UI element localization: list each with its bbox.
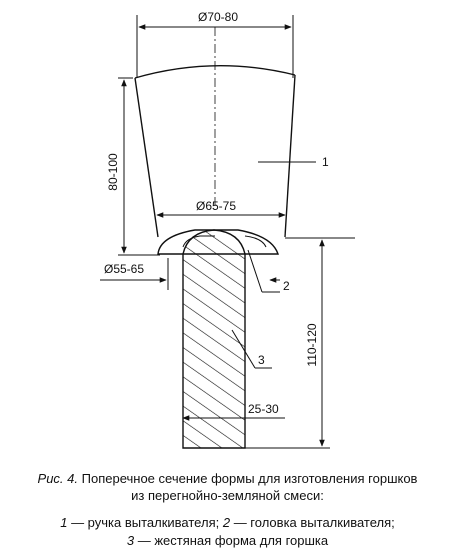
figure-legend — [0, 514, 455, 550]
figure-caption — [0, 470, 455, 504]
form-height-label: 80-100 — [106, 153, 120, 191]
legend-num-3: 3 — [126, 533, 135, 548]
stem-head-diameter-label: Ø55-65 — [104, 262, 145, 276]
ejector-handle — [183, 230, 245, 448]
handle-height-dimension — [305, 240, 322, 446]
mid-diameter-label: Ø65-75 — [195, 199, 237, 213]
legend-line-2 — [0, 532, 455, 550]
legend-text-2: — головка выталкивателя; — [230, 515, 395, 530]
caption-line-1 — [0, 470, 455, 487]
legend-text-1: — ручка выталкивателя; — [67, 515, 223, 530]
caption-text-1: Поперечное сечение формы для изготовления горшков — [81, 471, 418, 486]
handle-height-label: 110-120 — [305, 323, 319, 367]
legend-num-1: 1 — [60, 515, 68, 530]
caption-prefix: Рис. 4. — [37, 471, 78, 486]
callout-2-label: 2 — [283, 279, 290, 293]
mid-diameter-dimension — [157, 199, 285, 215]
callout-2 — [248, 250, 290, 293]
callout-1-label: 1 — [322, 155, 329, 169]
form-height-dimension — [106, 78, 160, 255]
callout-1 — [258, 155, 329, 169]
top-diameter-label: Ø70-80 — [197, 10, 239, 24]
callout-3-label: 3 — [258, 353, 265, 367]
caption-line-2: из перегнойно-земляной смеси: — [131, 488, 324, 503]
handle-width-label: 25-30 — [248, 402, 279, 416]
legend-text-3: — жестяная форма для горшка — [134, 533, 329, 548]
legend-num-2: 2 — [222, 515, 231, 530]
legend-line-1 — [0, 514, 455, 532]
